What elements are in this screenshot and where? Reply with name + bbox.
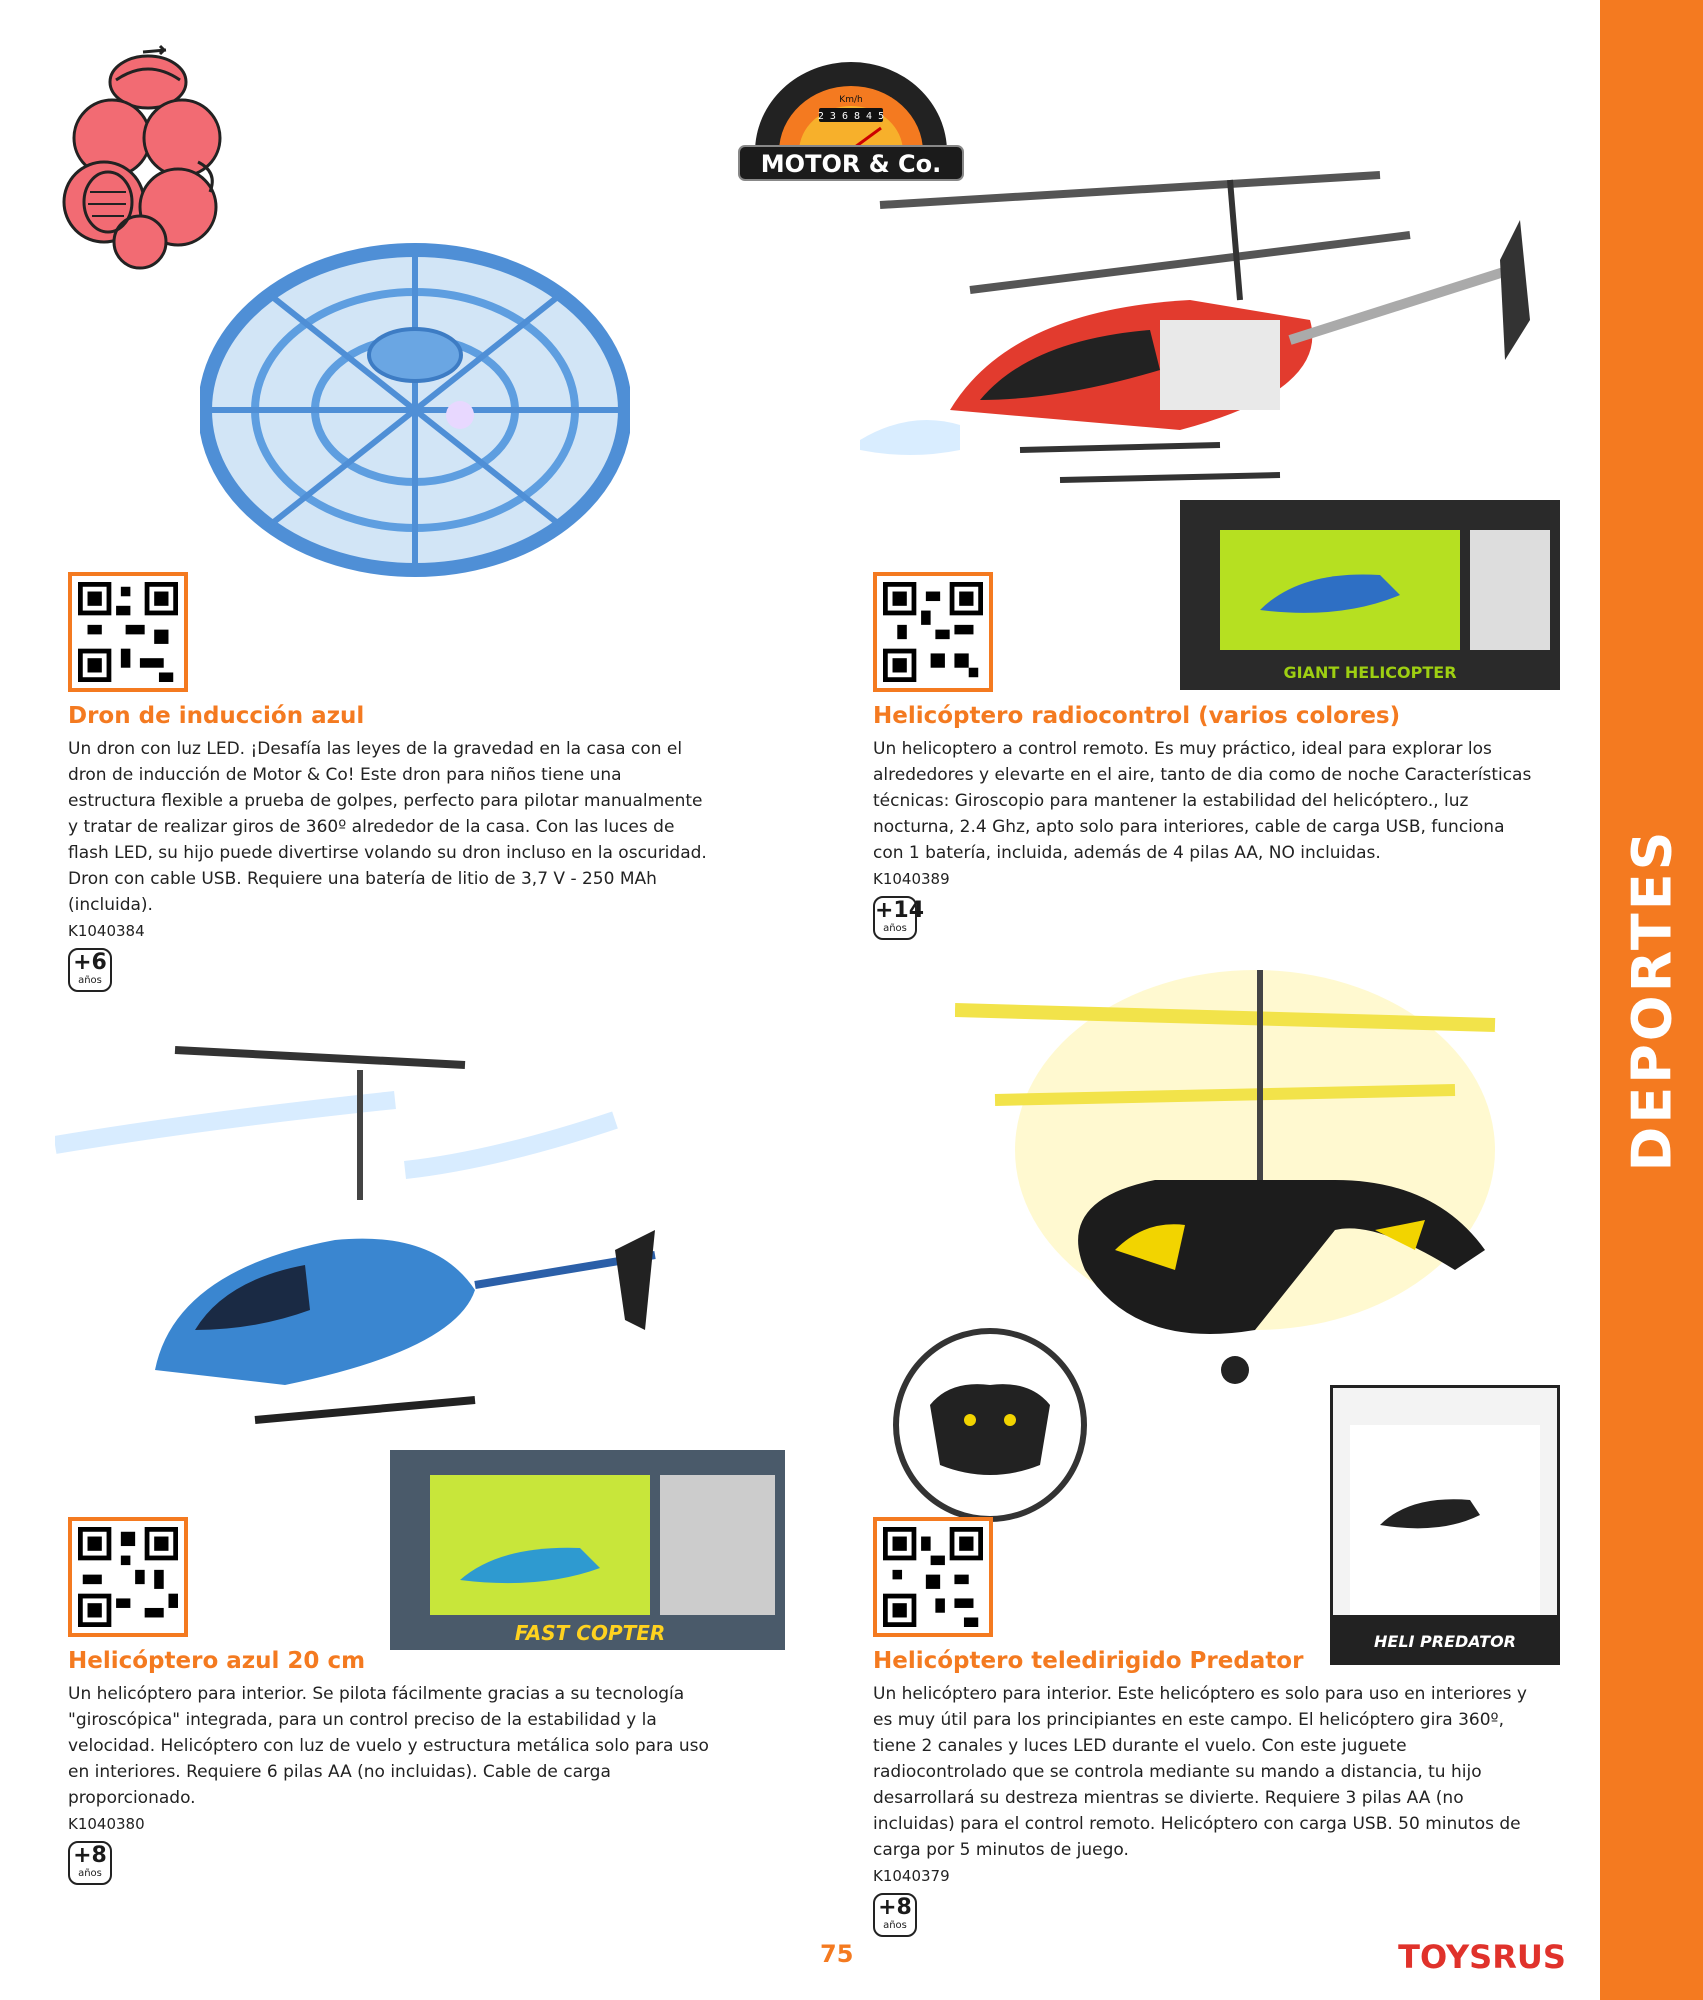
age-value: +8: [73, 1843, 107, 1868]
product-description: Un helicóptero para interior. Este helicóptero es solo para uso en interiores y es muy útil para los principiantes en este campo. El helicóptero gira 360º, tiene 2 canales y luces LED durante el vuelo. Con este juguete radiocontrolado que se controla mediante su mando a distancia, tu hijo desarrollará su destreza mientras se divierte. Requiere 3 pilas AA (no incluidas) para el control remoto. Helicóptero con carga USB. 50 minutos de carga por 5 minutos de juego.: [873, 1684, 1527, 1860]
age-value: +8: [878, 1895, 912, 1920]
blue-helicopter-image: [55, 1030, 665, 1430]
qr-code-3[interactable]: [68, 1517, 188, 1637]
fast-copter-label: FAST COPTER: [514, 1621, 666, 1645]
drone-image: [200, 235, 630, 585]
age-value: +14: [875, 898, 925, 923]
qr-code-2[interactable]: [873, 572, 993, 692]
product-title: Dron de inducción azul: [68, 703, 365, 729]
fast-copter-box: [390, 1450, 785, 1650]
toysrus-logo: [1385, 1930, 1580, 1980]
age-badge: [68, 1841, 112, 1885]
brand-odometer: 2 3 6 8 4 5: [817, 111, 885, 122]
product-sku: K1040380: [68, 1815, 145, 1833]
qr-code-1[interactable]: [68, 572, 188, 692]
heli-predator-label: HELI PREDATOR: [1374, 1632, 1516, 1651]
product-description: Un dron con luz LED. ¡Desafía las leyes de la gravedad en la casa con el dron de inducción de Motor & Co! Este dron para niños tiene una estructura flexible a prueba de golpes, perfecto para pilotar manualmente y tratar de realizar giros de 360º alrededor de la casa. Con las luces de flash LED, su hijo puede divertirse volando su dron incluso en la oscuridad. Dron con cable USB. Requiere una batería de litio de 3,7 V - 250 MAh (incluida).: [68, 739, 707, 915]
giant-helicopter-box: [1180, 500, 1560, 690]
product-title: Helicóptero radiocontrol (varios colores): [873, 703, 1401, 729]
product-description: Un helicoptero a control remoto. Es muy práctico, ideal para explorar los alrededores y elevarte en el aire, tanto de dia como de noche Características técnicas: Giroscopio para mantener la estabilidad del helicóptero., luz nocturna, 2.4 Ghz, apto solo para interiores, cable de carga USB, funciona con 1 batería, incluida, además de 4 pilas AA, NO incluidas.: [873, 739, 1532, 863]
section-label-wrap: [1600, 0, 1703, 2000]
giant-box-label: GIANT HELICOPTER: [1283, 663, 1457, 682]
qr-code-icon: [883, 582, 983, 682]
age-badge: [873, 896, 925, 940]
brand-name: MOTOR & Co.: [760, 150, 942, 178]
section-label: DEPORTES: [1620, 828, 1684, 1172]
heli-predator-box: [1330, 1385, 1560, 1665]
remote-control-image: [890, 1325, 1090, 1525]
page-number: 75: [820, 1940, 854, 1968]
product-helicoptero-azul: [68, 1647, 718, 1885]
product-title: Helicóptero teledirigido Predator: [873, 1648, 1304, 1674]
product-description: Un helicóptero para interior. Se pilota fácilmente gracias a su tecnología "giroscópica" integrada, para un control preciso de la estabilidad y la velocidad. Helicóptero con luz de vuelo y estructura metálica solo para uso en interiores. Requiere 6 pilas AA (no incluidas). Cable de carga proporcionado.: [68, 1684, 709, 1808]
product-dron-induccion: [68, 702, 708, 992]
age-value: +6: [73, 950, 107, 975]
product-sku: K1040384: [68, 922, 145, 940]
product-title: Helicóptero azul 20 cm: [68, 1648, 366, 1674]
qr-code-4[interactable]: [873, 1517, 993, 1637]
qr-code-icon: [78, 582, 178, 682]
qr-code-icon: [883, 1527, 983, 1627]
age-unit: años: [883, 1920, 907, 1931]
red-helicopter-image: [860, 140, 1580, 500]
product-helicoptero-radiocontrol: [873, 702, 1533, 940]
product-helicoptero-predator: [873, 1647, 1533, 1937]
qr-code-icon: [78, 1527, 178, 1627]
brand-speed-label: Km/h: [839, 95, 863, 105]
age-unit: años: [78, 975, 102, 986]
product-sku: K1040389: [873, 870, 950, 888]
age-unit: años: [883, 923, 907, 934]
age-badge: [873, 1893, 917, 1937]
product-sku: K1040379: [873, 1867, 950, 1885]
age-unit: años: [78, 1868, 102, 1879]
predator-helicopter-image: [955, 950, 1500, 1390]
retailer-name: TOYSRUS: [1398, 1938, 1566, 1976]
age-badge: [68, 948, 112, 992]
